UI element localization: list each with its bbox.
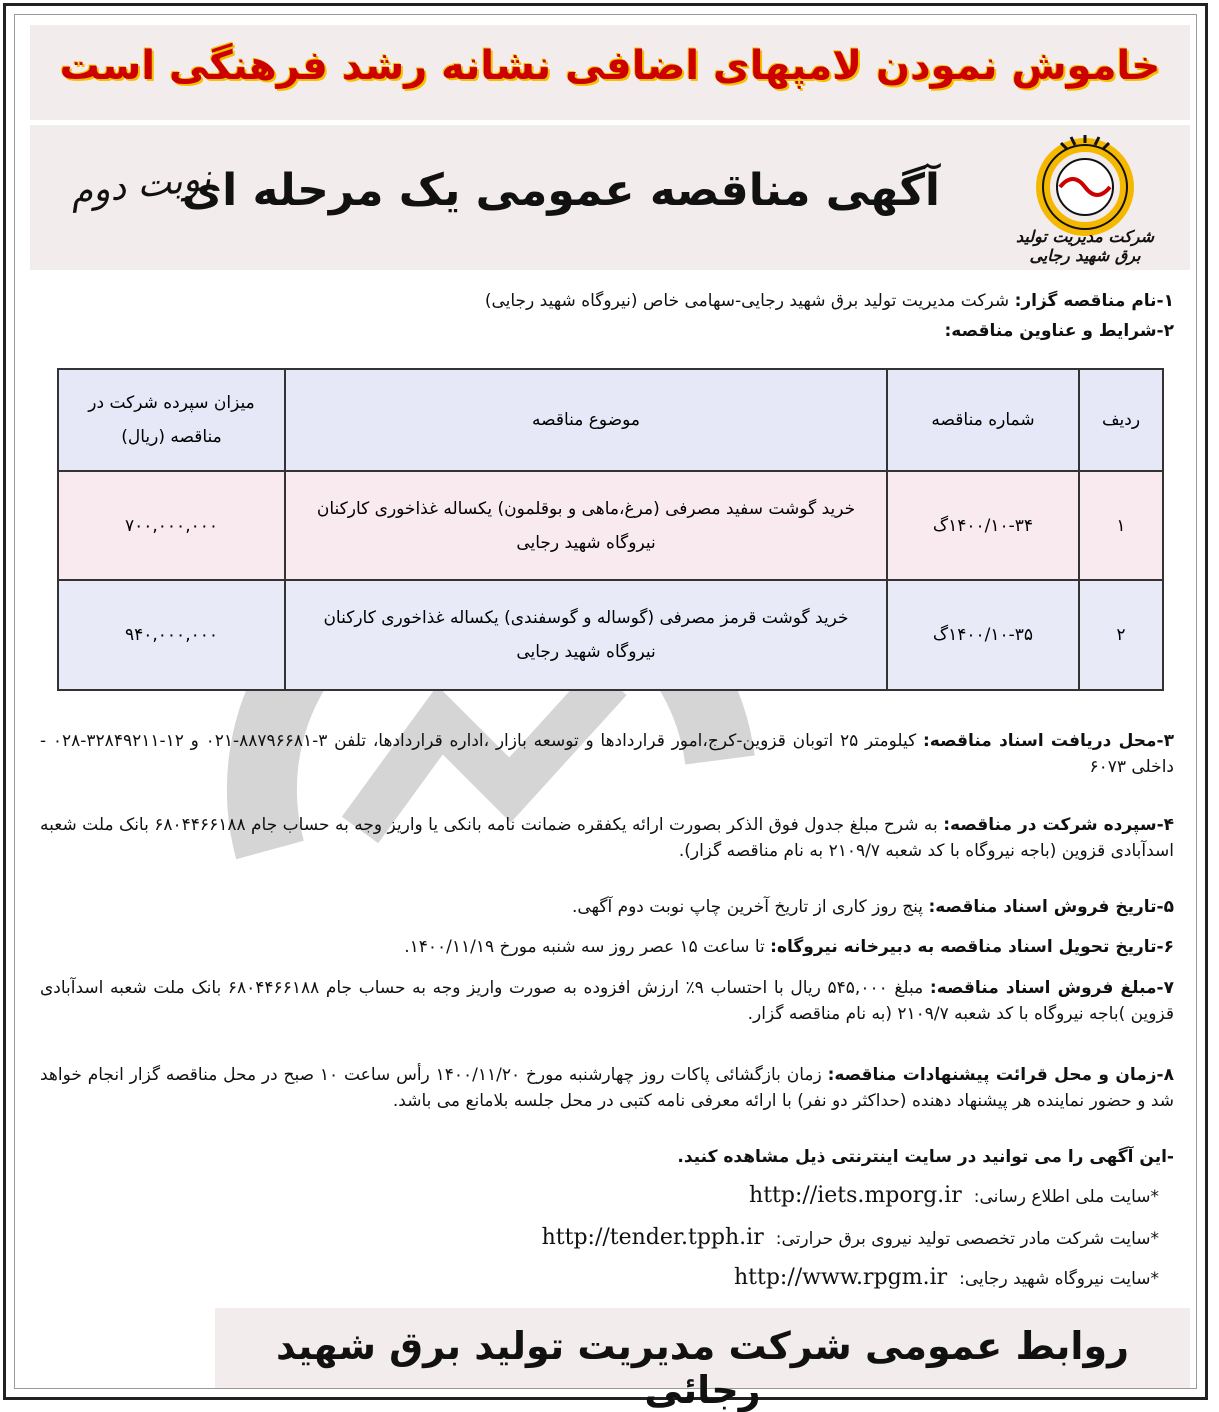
slogan-text: خاموش نمودن لامپهای اضافی نشانه رشد فرهنگی است	[59, 43, 1161, 89]
item-2-label: ۲-شرایط و عناوین مناقصه:	[944, 321, 1174, 341]
row-number: ۱	[1079, 471, 1163, 580]
item-6	[40, 934, 1174, 960]
item-5-label: ۵-تاریخ فروش اسناد مناقصه:	[928, 897, 1174, 917]
footer-text: روابط عمومی شرکت مدیریت تولید برق شهید رجائی	[276, 1324, 1129, 1412]
item-3-label: ۳-محل دریافت اسناد مناقصه:	[922, 731, 1174, 751]
company-logo	[1005, 135, 1165, 265]
tender-code: ۱۴۰۰/۱۰-۳۵گ	[887, 580, 1079, 690]
item-8	[40, 1062, 1174, 1114]
link-label: *سایت نیروگاه شهید رجایی:	[959, 1269, 1159, 1289]
link-label: *سایت شرکت مادر تخصصی تولید نیروی برق حرارتی:	[775, 1229, 1159, 1249]
row-number: ۲	[1079, 580, 1163, 690]
link-label: *سایت ملی اطلاع رسانی:	[973, 1187, 1159, 1207]
table-row	[58, 471, 1163, 580]
round-label: نوبت دوم	[68, 157, 213, 214]
item-1-label: ۱-نام مناقصه گزار:	[1014, 291, 1174, 311]
item-5	[40, 894, 1174, 920]
slogan-band	[30, 25, 1190, 120]
item-5-text: پنج روز کاری از تاریخ آخرین چاپ نوبت دوم آگهی.	[571, 897, 929, 917]
logo-caption: شرکت مدیریت تولید برق شهید رجایی	[1016, 227, 1154, 265]
item-4-text: به شرح مبلغ جدول فوق الذکر بصورت ارائه یکفقره ضمانت نامه بانکی یا واریز وجه به حساب جام ۶۸۰۴۴۶۶۱۸۸ بانک ملت شعبه اسدآبادی قزوین (باجه نیروگاه با کد شعبه ۲۱۰۹/۷ به نام مناقصه گزار).	[40, 815, 1174, 861]
item-3-text: کیلومتر ۲۵ اتوبان قزوین-کرج،امور قراردادها و توسعه بازار ،اداره قراردادها، تلفن ۳-۸۸۷۹۶۶۸۱-۰۲۱ و ۱۲-۳۲۸۴۹۲۱۱-۰۲۸ - داخلی ۶۰۷۳	[40, 731, 1174, 777]
deposit-amount: ۹۴۰,۰۰۰,۰۰۰	[58, 580, 285, 690]
item-1-text: شرکت مدیریت تولید برق شهید رجایی-سهامی خاص (نیروگاه شهید رجایی)	[484, 291, 1015, 311]
link-row	[749, 1183, 1159, 1208]
link-row	[542, 1225, 1159, 1250]
item-3	[40, 728, 1174, 780]
item-7-text: مبلغ ۵۴۵,۰۰۰ ریال با احتساب ۹٪ ارزش افزوده به صورت واریز وجه به حساب جام ۶۸۰۴۴۶۶۱۸۸ بانک ملت شعبه اسدآبادی قزوین )باجه نیروگاه با کد شعبه ۲۱۰۹/۷ (به نام مناقصه گزار.	[40, 978, 1174, 1024]
item-8-text: زمان بازگشائی پاکات روز چهارشنبه مورخ ۱۴۰۰/۱۱/۲۰ رأس ساعت ۱۰ صبح در محل مناقصه گزار انجام خواهد شد و حضور نماینده هر پیشنهاد دهنده (حداکثر دو نفر) با ارائه معرفی نامه کتبی در محل جلسه بلامانع می باشد.	[40, 1065, 1174, 1111]
header-band	[30, 125, 1190, 270]
item-4	[40, 812, 1174, 864]
col-row-header: ردیف	[1079, 369, 1163, 471]
online-note	[40, 1144, 1174, 1170]
power-plant-logo-icon	[1005, 135, 1165, 240]
item-6-label: ۶-تاریخ تحویل اسناد مناقصه به دبیرخانه نیروگاه:	[770, 937, 1174, 957]
tender-table	[57, 368, 1164, 691]
link-url[interactable]: http://iets.mporg.ir	[749, 1183, 962, 1208]
link-url[interactable]: http://tender.tpph.ir	[541, 1225, 764, 1250]
col-deposit-header: میزان سپرده شرکت در مناقصه (ریال)	[58, 369, 285, 471]
item-6-text: تا ساعت ۱۵ عصر روز سه شنبه مورخ ۱۴۰۰/۱۱/۱۹.	[404, 937, 771, 957]
table-header-row	[58, 369, 1163, 471]
item-1	[485, 288, 1174, 314]
link-row	[734, 1265, 1159, 1290]
item-4-label: ۴-سپرده شرکت در مناقصه:	[943, 815, 1175, 835]
item-2	[945, 318, 1175, 344]
col-subject-header: موضوع مناقصه	[285, 369, 887, 471]
tender-subject: خرید گوشت قرمز مصرفی (گوساله و گوسفندی) یکساله غذاخوری کارکنان نیروگاه شهید رجایی	[285, 580, 887, 690]
item-7	[40, 975, 1174, 1027]
table-row	[58, 580, 1163, 690]
footer-band	[215, 1308, 1190, 1412]
link-url[interactable]: http://www.rpgm.ir	[734, 1265, 948, 1290]
item-7-label: ۷-مبلغ فروش اسناد مناقصه:	[929, 978, 1174, 998]
notice-title: آگهی مناقصه عمومی یک مرحله ای	[181, 165, 940, 216]
col-code-header: شماره مناقصه	[887, 369, 1079, 471]
deposit-amount: ۷۰۰,۰۰۰,۰۰۰	[58, 471, 285, 580]
online-note-text: -این آگهی را می توانید در سایت اینترنتی ذیل مشاهده کنید.	[677, 1147, 1174, 1167]
item-8-label: ۸-زمان و محل قرائت پیشنهادات مناقصه:	[827, 1065, 1174, 1085]
tender-subject: خرید گوشت سفید مصرفی (مرغ،ماهی و بوقلمون) یکساله غذاخوری کارکنان نیروگاه شهید رجایی	[285, 471, 887, 580]
tender-code: ۱۴۰۰/۱۰-۳۴گ	[887, 471, 1079, 580]
